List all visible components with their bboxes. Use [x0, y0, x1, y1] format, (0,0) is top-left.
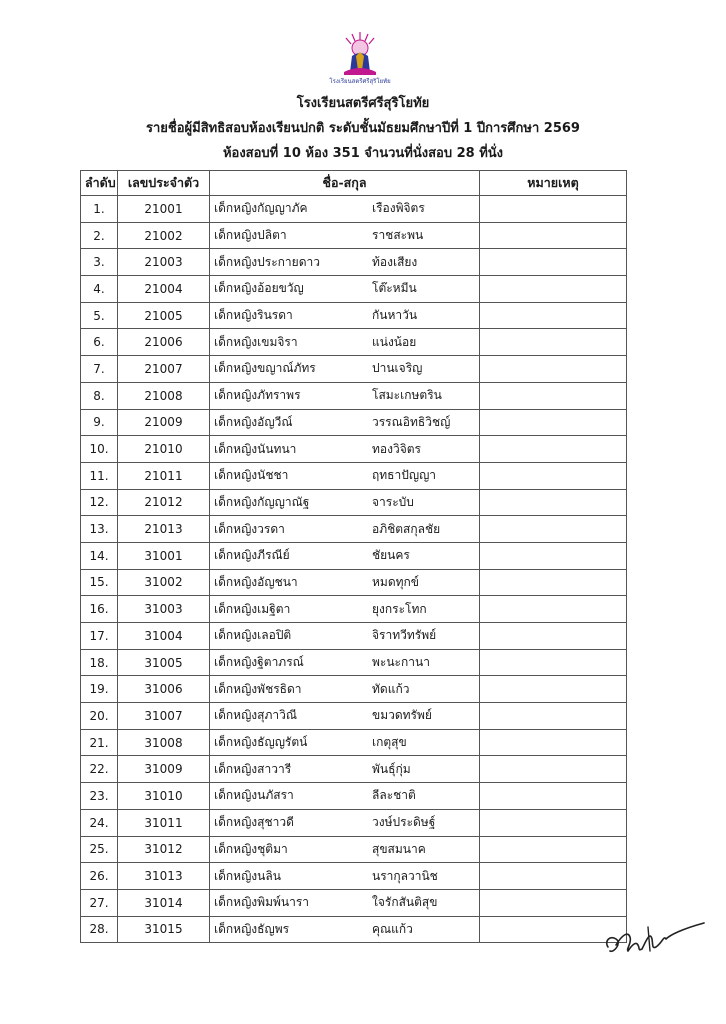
- student-id: 31015: [118, 916, 210, 943]
- row-number: 10.: [81, 436, 118, 463]
- student-last-name: จาระบับ: [372, 494, 414, 509]
- student-id: 21007: [118, 356, 210, 383]
- student-id: 31004: [118, 623, 210, 650]
- table-row: [81, 409, 627, 436]
- table-row: [81, 649, 627, 676]
- note-cell: [480, 462, 627, 489]
- student-first-name: เด็กหญิงนลิน: [214, 868, 281, 883]
- table-row: [81, 436, 627, 463]
- logo-text: โรงเรียนสตรีศรีสุริโยทัย: [329, 78, 391, 85]
- table-row: [81, 756, 627, 783]
- student-first-name: เด็กหญิงอัญวีณ์: [214, 414, 293, 429]
- student-name: [210, 276, 480, 303]
- student-name: [210, 409, 480, 436]
- student-name: [210, 462, 480, 489]
- student-first-name: เด็กหญิงเลอปิติ: [214, 628, 292, 643]
- student-id: 31001: [118, 542, 210, 569]
- student-first-name: เด็กหญิงภัทราพร: [214, 388, 301, 403]
- row-number: 6.: [81, 329, 118, 356]
- student-id: 31009: [118, 756, 210, 783]
- table-row: [81, 302, 627, 329]
- student-id: 31013: [118, 863, 210, 890]
- note-cell: [480, 569, 627, 596]
- table-row: [81, 889, 627, 916]
- student-name: [210, 516, 480, 543]
- student-last-name: นรากุลวานิช: [372, 868, 438, 883]
- row-number: 7.: [81, 356, 118, 383]
- row-number: 13.: [81, 516, 118, 543]
- note-cell: [480, 276, 627, 303]
- student-name: [210, 809, 480, 836]
- student-first-name: เด็กหญิงอ้อยขวัญ: [214, 281, 304, 296]
- student-first-name: เด็กหญิงเขมจิรา: [214, 334, 298, 349]
- table-row: [81, 596, 627, 623]
- column-header-name: ชื่อ-สกุล: [210, 171, 480, 196]
- table-row: [81, 489, 627, 516]
- student-id: 21010: [118, 436, 210, 463]
- table-row: [81, 729, 627, 756]
- student-first-name: เด็กหญิงขญาณ์ภัทร: [214, 361, 316, 376]
- student-id: 21003: [118, 249, 210, 276]
- note-cell: [480, 382, 627, 409]
- table-row: [81, 516, 627, 543]
- row-number: 12.: [81, 489, 118, 516]
- student-last-name: จิราทวีทรัพย์: [372, 628, 437, 643]
- table-row: [81, 783, 627, 810]
- student-id: 21002: [118, 222, 210, 249]
- row-number: 28.: [81, 916, 118, 943]
- student-first-name: เด็กหญิงอัญชนา: [214, 574, 298, 589]
- note-cell: [480, 196, 627, 223]
- student-last-name: คุณแก้ว: [372, 921, 413, 936]
- student-first-name: เด็กหญิงสุชาวดี: [214, 815, 294, 830]
- row-number: 22.: [81, 756, 118, 783]
- note-cell: [480, 542, 627, 569]
- row-number: 16.: [81, 596, 118, 623]
- student-id: 21012: [118, 489, 210, 516]
- table-row: [81, 222, 627, 249]
- student-first-name: เด็กหญิงสุภาวิณี: [214, 708, 297, 723]
- student-name: [210, 649, 480, 676]
- student-first-name: เด็กหญิงพัชรธิดา: [214, 681, 302, 696]
- row-number: 15.: [81, 569, 118, 596]
- student-id: 31011: [118, 809, 210, 836]
- student-name: [210, 729, 480, 756]
- student-last-name: อภิชิตสกุลชัย: [372, 521, 441, 536]
- student-first-name: เด็กหญิงฐิตาภรณ์: [214, 655, 304, 670]
- student-name: [210, 196, 480, 223]
- row-number: 5.: [81, 302, 118, 329]
- table-row: [81, 836, 627, 863]
- student-last-name: พะนะกานา: [372, 655, 430, 670]
- row-number: 3.: [81, 249, 118, 276]
- student-last-name: กันหาวัน: [372, 308, 418, 323]
- student-last-name: โต๊ะหมีน: [372, 281, 417, 296]
- student-first-name: เด็กหญิงภีรณีย์: [214, 548, 290, 563]
- student-first-name: เด็กหญิงนัชชา: [214, 468, 289, 483]
- student-name: [210, 916, 480, 943]
- note-cell: [480, 783, 627, 810]
- document-title: รายชื่อผู้มีสิทธิสอบห้องเรียนปกติ ระดับชั้นมัธยมศึกษาปีที่ 1 ปีการศึกษา 2569: [146, 121, 580, 136]
- student-last-name: ใจรักสันติสุข: [372, 895, 438, 910]
- student-last-name: หมดทุกข์: [372, 574, 419, 589]
- student-first-name: เด็กหญิงเมฐิตา: [214, 601, 291, 616]
- row-number: 1.: [81, 196, 118, 223]
- row-number: 17.: [81, 623, 118, 650]
- student-id: 21009: [118, 409, 210, 436]
- student-id: 21011: [118, 462, 210, 489]
- note-cell: [480, 596, 627, 623]
- student-id: 21008: [118, 382, 210, 409]
- student-last-name: พันธุ์กุ่ม: [372, 761, 411, 776]
- row-number: 9.: [81, 409, 118, 436]
- note-cell: [480, 516, 627, 543]
- student-name: [210, 542, 480, 569]
- student-id: 31010: [118, 783, 210, 810]
- student-last-name: เกตุสุข: [372, 735, 407, 750]
- student-first-name: เด็กหญิงสาวารี: [214, 761, 292, 776]
- row-number: 27.: [81, 889, 118, 916]
- table-row: [81, 356, 627, 383]
- student-id: 21013: [118, 516, 210, 543]
- student-name: [210, 783, 480, 810]
- row-number: 23.: [81, 783, 118, 810]
- student-name: [210, 703, 480, 730]
- note-cell: [480, 649, 627, 676]
- student-first-name: เด็กหญิงกัญญาณัฐ: [214, 494, 310, 509]
- student-first-name: เด็กหญิงปลิตา: [214, 228, 287, 243]
- student-name: [210, 863, 480, 890]
- student-last-name: โสมะเกษตริน: [372, 388, 442, 403]
- table-row: [81, 462, 627, 489]
- note-cell: [480, 222, 627, 249]
- student-name: [210, 569, 480, 596]
- student-first-name: เด็กหญิงชุติมา: [214, 841, 288, 856]
- exam-room-info: ห้องสอบที่ 10 ห้อง 351 จำนวนที่นั่งสอบ 28 ที่นั่ง: [222, 146, 504, 161]
- student-id: 31002: [118, 569, 210, 596]
- row-number: 25.: [81, 836, 118, 863]
- note-cell: [480, 356, 627, 383]
- row-number: 8.: [81, 382, 118, 409]
- student-id: 31007: [118, 703, 210, 730]
- student-id: 21005: [118, 302, 210, 329]
- table-row: [81, 542, 627, 569]
- student-first-name: เด็กหญิงวรดา: [214, 521, 285, 536]
- student-name: [210, 302, 480, 329]
- student-id: 31014: [118, 889, 210, 916]
- student-id: 21004: [118, 276, 210, 303]
- student-last-name: ยุงกระโทก: [372, 601, 427, 616]
- row-number: 18.: [81, 649, 118, 676]
- student-name: [210, 222, 480, 249]
- note-cell: [480, 729, 627, 756]
- handwritten-signature-icon: [600, 905, 710, 975]
- row-number: 20.: [81, 703, 118, 730]
- note-cell: [480, 836, 627, 863]
- student-last-name: ท้องเสียง: [372, 254, 418, 269]
- student-name: [210, 356, 480, 383]
- note-cell: [480, 489, 627, 516]
- column-header-id: เลขประจำตัว: [118, 171, 210, 196]
- note-cell: [480, 756, 627, 783]
- student-name: [210, 596, 480, 623]
- student-last-name: เรืองพิจิตร: [372, 201, 425, 216]
- student-last-name: ราชสะพน: [372, 228, 424, 243]
- table-row: [81, 276, 627, 303]
- row-number: 19.: [81, 676, 118, 703]
- student-name: [210, 889, 480, 916]
- student-name: [210, 382, 480, 409]
- table-row: [81, 809, 627, 836]
- table-row: [81, 916, 627, 943]
- student-last-name: วรรณอิทธิวิชญ์: [372, 414, 451, 429]
- student-last-name: ปานเจริญ: [372, 361, 423, 376]
- note-cell: [480, 863, 627, 890]
- note-cell: [480, 676, 627, 703]
- note-cell: [480, 249, 627, 276]
- note-cell: [480, 809, 627, 836]
- student-name: [210, 489, 480, 516]
- table-row: [81, 703, 627, 730]
- student-last-name: ฤทธาปัญญา: [372, 468, 437, 483]
- table-row: [81, 569, 627, 596]
- student-first-name: เด็กหญิงพิมพ์นารา: [214, 895, 310, 910]
- student-last-name: ทองวิจิตร: [372, 441, 421, 456]
- student-first-name: เด็กหญิงธัญญรัตน์: [214, 735, 308, 750]
- school-emblem-icon: [326, 28, 394, 86]
- table-row: [81, 623, 627, 650]
- table-row: [81, 329, 627, 356]
- table-row: [81, 863, 627, 890]
- row-number: 21.: [81, 729, 118, 756]
- student-last-name: ขมวดทรัพย์: [372, 708, 432, 723]
- table-row: [81, 196, 627, 223]
- student-name: [210, 756, 480, 783]
- school-name: โรงเรียนสตรีศรีสุริโยทัย: [296, 96, 430, 111]
- student-name: [210, 836, 480, 863]
- table-row: [81, 249, 627, 276]
- student-name: [210, 436, 480, 463]
- student-id: 21006: [118, 329, 210, 356]
- candidate-table: [80, 170, 627, 943]
- table-row: [81, 382, 627, 409]
- note-cell: [480, 302, 627, 329]
- student-last-name: สุขสมนาค: [372, 841, 426, 856]
- student-id: 21001: [118, 196, 210, 223]
- student-name: [210, 676, 480, 703]
- student-id: 31012: [118, 836, 210, 863]
- student-last-name: ชัยนคร: [372, 548, 410, 563]
- student-name: [210, 329, 480, 356]
- student-last-name: วงษ์ประดิษฐ์: [372, 815, 436, 830]
- column-header-note: หมายเหตุ: [480, 171, 627, 196]
- student-first-name: เด็กหญิงธัญพร: [214, 921, 290, 936]
- student-name: [210, 249, 480, 276]
- student-name: [210, 623, 480, 650]
- student-last-name: แน่งน้อย: [372, 334, 417, 349]
- note-cell: [480, 703, 627, 730]
- student-id: 31003: [118, 596, 210, 623]
- table-body: [81, 196, 627, 943]
- row-number: 14.: [81, 542, 118, 569]
- student-last-name: ทัดแก้ว: [372, 681, 410, 696]
- student-first-name: เด็กหญิงนันทนา: [214, 441, 297, 456]
- table-row: [81, 676, 627, 703]
- row-number: 26.: [81, 863, 118, 890]
- note-cell: [480, 623, 627, 650]
- student-last-name: ลีละชาติ: [372, 788, 416, 803]
- note-cell: [480, 409, 627, 436]
- table-header-row: [81, 171, 627, 196]
- student-first-name: เด็กหญิงกัญญาภัค: [214, 201, 308, 216]
- column-header-no: ลำดับ: [81, 171, 118, 196]
- note-cell: [480, 436, 627, 463]
- student-id: 31006: [118, 676, 210, 703]
- note-cell: [480, 329, 627, 356]
- row-number: 2.: [81, 222, 118, 249]
- student-first-name: เด็กหญิงนภัสรา: [214, 788, 294, 803]
- row-number: 24.: [81, 809, 118, 836]
- row-number: 4.: [81, 276, 118, 303]
- row-number: 11.: [81, 462, 118, 489]
- student-first-name: เด็กหญิงประกายดาว: [214, 254, 320, 269]
- student-id: 31008: [118, 729, 210, 756]
- student-id: 31005: [118, 649, 210, 676]
- student-first-name: เด็กหญิงรินรดา: [214, 308, 293, 323]
